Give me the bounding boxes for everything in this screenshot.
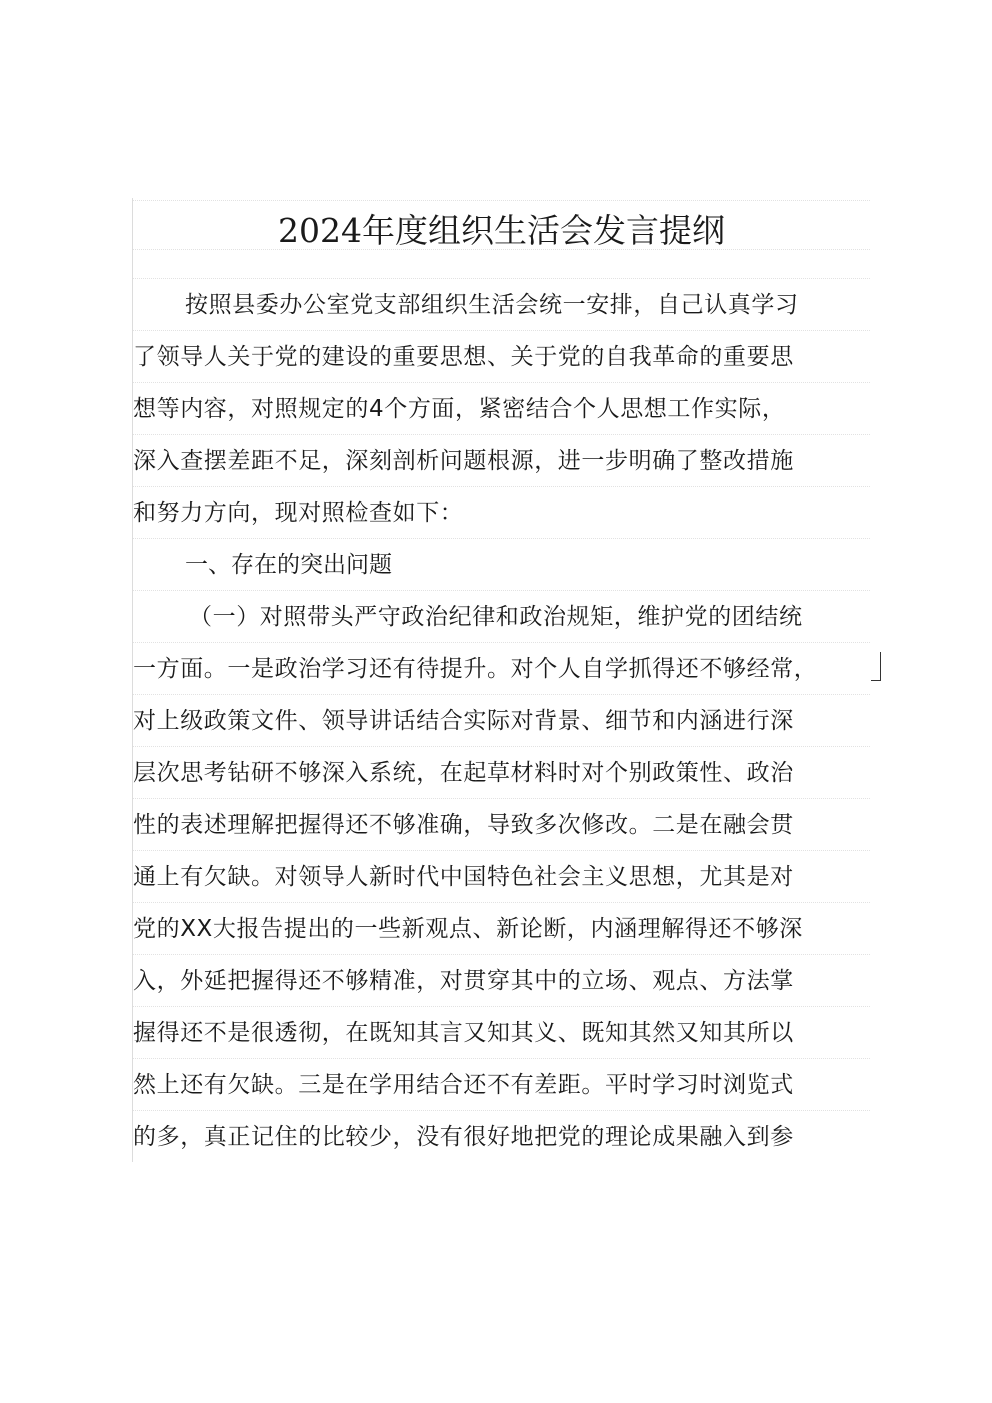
paragraph-line: 按照县委办公室党支部组织生活会统一安排，自己认真学习: [133, 278, 870, 330]
paragraph-line: 入，外延把握得还不够精准，对贯穿其中的立场、观点、方法掌: [133, 954, 870, 1006]
paragraph-line: 想等内容，对照规定的4个方面，紧密结合个人思想工作实际，: [133, 382, 870, 434]
section-heading: 一、存在的突出问题: [133, 538, 870, 590]
text-boundary-mark: [871, 652, 881, 681]
document-title: 2024年度组织生活会发言提纲: [133, 200, 870, 250]
paragraph-line: 和努力方向，现对照检查如下：: [133, 486, 870, 538]
paragraph-line: 然上还有欠缺。三是在学用结合还不有差距。平时学习时浏览式: [133, 1058, 870, 1110]
paragraph-line: 了领导人关于党的建设的重要思想、关于党的自我革命的重要思: [133, 330, 870, 382]
document-page: [132, 198, 870, 1162]
subsection-line: （一）对照带头严守政治纪律和政治规矩，维护党的团结统: [133, 590, 870, 642]
paragraph-line: 握得还不是很透彻，在既知其言又知其义、既知其然又知其所以: [133, 1006, 870, 1058]
paragraph-line: 通上有欠缺。对领导人新时代中国特色社会主义思想，尤其是对: [133, 850, 870, 902]
paragraph-line: 层次思考钻研不够深入系统，在起草材料时对个别政策性、政治: [133, 746, 870, 798]
paragraph-line: 性的表述理解把握得还不够准确，导致多次修改。二是在融会贯: [133, 798, 870, 850]
paragraph-line: 对上级政策文件、领导讲话结合实际对背景、细节和内涵进行深: [133, 694, 870, 746]
paragraph-line: 的多，真正记住的比较少，没有很好地把党的理论成果融入到参: [133, 1110, 870, 1162]
paragraph-line: 深入查摆差距不足，深刻剖析问题根源，进一步明确了整改措施: [133, 434, 870, 486]
paragraph-line: 党的XX大报告提出的一些新观点、新论断，内涵理解得还不够深: [133, 902, 870, 954]
paragraph-line: 一方面。一是政治学习还有待提升。对个人自学抓得还不够经常，: [133, 642, 870, 694]
